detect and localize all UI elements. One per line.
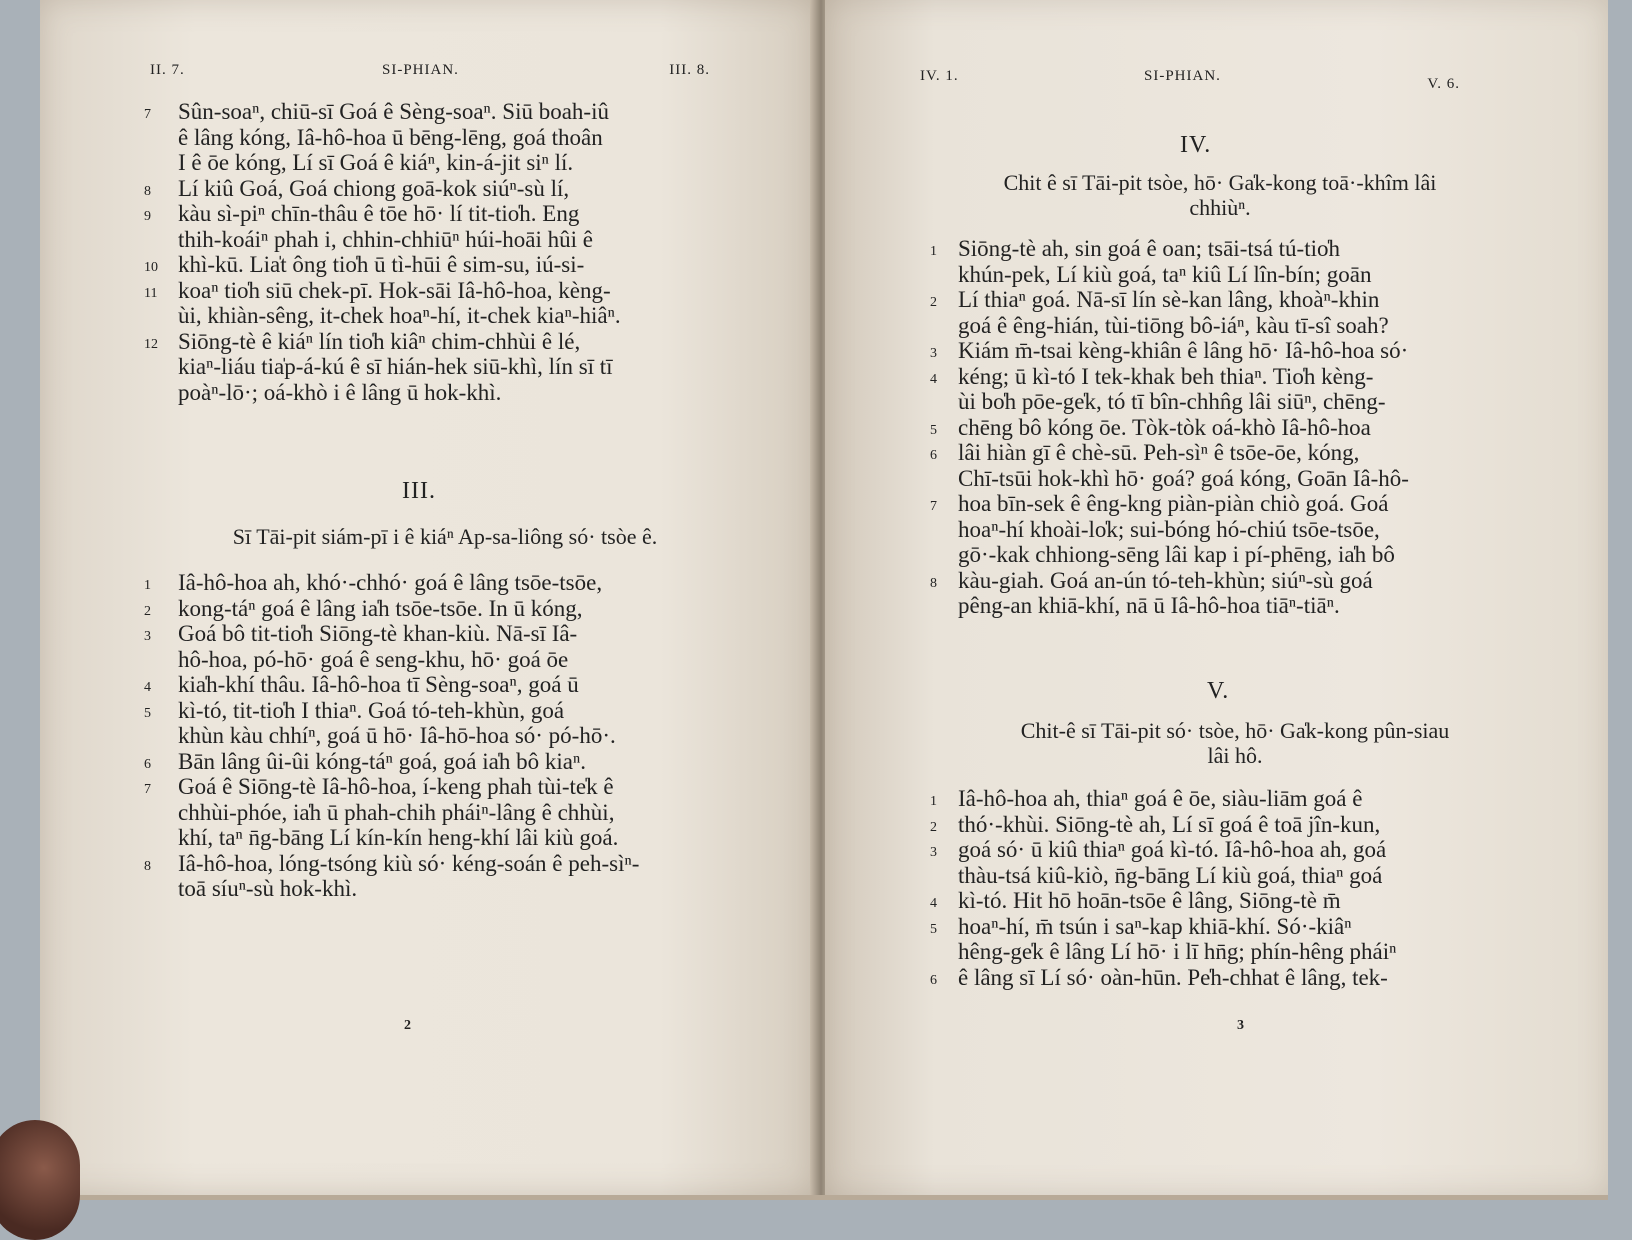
- chapter-title: IV.: [1180, 132, 1212, 158]
- verse-text: khì-kū. Lia̍t ông tio̍h ū tì-hūi ê sim-su, iú-si-: [178, 252, 585, 277]
- verse-line: [144, 774, 750, 800]
- verse-line: [144, 252, 750, 278]
- verse-number: 8: [930, 575, 937, 591]
- verse-line: [144, 328, 750, 355]
- verse-text: thih-koáiⁿ phah i, chhin-chhiūⁿ húi-hoāi hûi ê: [178, 226, 593, 252]
- verse-line: [930, 236, 1530, 262]
- verse-line: [150, 723, 750, 749]
- chapter-intro-line: Chit-ê sī Tāi-pit só· tsòe, hō· Ga̍k-kong pûn-siau: [1020, 718, 1450, 743]
- verse-text: Goá ê Siōng-tè Iâ-hô-hoa, í-keng phah tùi-te̍k ê: [178, 774, 614, 799]
- verse-number: 8: [144, 858, 151, 874]
- verse-text: hoaⁿ-hí khoài-lo̍k; sui-bóng hó-chiú tsōe-tsōe,: [958, 516, 1380, 542]
- verse-line: [930, 837, 1530, 863]
- verse-text: ê lâng kóng, Iâ-hô-hoa ū bēng-lēng, goá thoân: [178, 124, 603, 150]
- header-left: IV. 1.: [920, 68, 959, 84]
- verse-text: kàu sì-piⁿ chīn-thâu ê tōe hō· lí tit-tio̍h. Eng: [178, 201, 580, 226]
- verse-text: hêng-ge̍k ê lâng Lí hō· i lī hn̄g; phín-hêng pháiⁿ: [958, 939, 1397, 964]
- verse-number: 5: [144, 705, 151, 721]
- verse-text: kéng; ū kì-tó I tek-khak beh thiaⁿ. Tio̍h kèng-: [958, 363, 1374, 389]
- chapter-intro: Sī Tāi-pit siám-pī i ê kiáⁿ Ap-sa-liông só· tsòe ê.: [232, 524, 658, 549]
- verse-number: 4: [930, 371, 937, 387]
- verse-text: kong-táⁿ goá ê lâng ia̍h tsōe-tsōe. In ū kóng,: [178, 595, 583, 621]
- verse-text: Sûn-soaⁿ, chiū-sī Goá ê Sèng-soaⁿ. Siū boah-iû: [178, 99, 609, 124]
- verse-number: 3: [930, 346, 937, 361]
- verse-text: Lí kiû Goá, Goá chiong goā-kok siúⁿ-sù lí,: [178, 175, 570, 201]
- right-page: [825, 0, 1608, 1195]
- verse-line: [930, 812, 1530, 838]
- verse-text: Chī-tsūi hok-khì hō· goá? goá kóng, Goān Iâ-hô-: [958, 465, 1409, 491]
- chapter-intro-line: chhiùⁿ.: [1189, 195, 1251, 220]
- verse-line: [150, 876, 750, 902]
- verse-text: chhùi-phóe, ia̍h ū phah-chih pháiⁿ-lâng ê chhùi,: [178, 799, 615, 825]
- verse-line: [930, 517, 1530, 543]
- page-number: 3: [1237, 1018, 1244, 1033]
- page-number: 2: [404, 1018, 411, 1033]
- verse-block: [144, 99, 750, 405]
- verse-line: [930, 542, 1530, 568]
- verse-line: [150, 380, 750, 406]
- verse-line: [144, 570, 750, 596]
- chapter-title: V.: [1207, 678, 1230, 704]
- verse-text: Kiám m̄-tsai kèng-khiân ê lâng hō· Iâ-hô-hoa só·: [958, 338, 1409, 363]
- verse-line: [930, 466, 1530, 492]
- verse-line: [144, 850, 750, 877]
- verse-line: [930, 389, 1530, 415]
- verse-number: 7: [144, 782, 151, 797]
- verse-number: 6: [930, 448, 937, 463]
- running-header: [150, 62, 710, 86]
- verse-text: Siōng-tè ê kiáⁿ lín tio̍h kiâⁿ chim-chhùi ê lé,: [178, 328, 581, 354]
- chapter-intro: [925, 170, 1515, 220]
- chapter-intro: [925, 718, 1545, 768]
- verse-line: [144, 277, 750, 304]
- verse-line: [144, 175, 750, 202]
- verse-text: hoaⁿ-hí, m̄ tsún i saⁿ-kap khiā-khí. Só·-kiâⁿ: [958, 913, 1352, 939]
- verse-line: [144, 621, 750, 647]
- verse-text: hô-hoa, pó-hō· goá ê seng-khu, hō· goá ōe: [178, 646, 569, 672]
- verse-text: toā síuⁿ-sù hok-khì.: [178, 876, 358, 901]
- verse-number: 5: [930, 422, 937, 438]
- verse-text: goá só· ū kiû thiaⁿ goá kì-tó. Iâ-hô-hoa ah, goá: [958, 837, 1387, 862]
- verse-number: 1: [930, 244, 937, 259]
- verse-number: 3: [930, 845, 937, 860]
- verse-number: 11: [144, 285, 158, 301]
- verse-text: hoa bīn-sek ê êng-kng piàn-piàn chiò goá. Goá: [958, 491, 1389, 516]
- verse-text: poàⁿ-lō·; oá-khò i ê lâng ū hok-khì.: [178, 379, 502, 405]
- verse-text: Siōng-tè ah, sin goá ê oan; tsāi-tsá tú-tio̍h: [958, 236, 1340, 261]
- verse-line: [930, 939, 1530, 965]
- verse-text: Goá bô tit-tio̍h Siōng-tè khan-kiù. Nā-sī Iâ-: [178, 621, 578, 646]
- verse-line: [930, 491, 1530, 517]
- verse-line: [150, 227, 750, 253]
- verse-line: [150, 354, 750, 380]
- verse-line: [930, 313, 1530, 339]
- verse-line: [930, 965, 1530, 991]
- verse-text: kiaⁿ-liáu tia̍p-á-kú ê sī hián-hek siū-khì, lín sī tī: [178, 354, 613, 379]
- verse-number: 3: [144, 629, 151, 644]
- verse-number: 4: [930, 896, 937, 911]
- verse-block: [930, 236, 1530, 619]
- verse-line: [144, 672, 750, 698]
- verse-number: 12: [144, 336, 158, 352]
- verse-text: ùi bo̍h pōe-ge̍k, tó tī bîn-chhn̂g lâi siūⁿ, chēng-: [958, 389, 1386, 414]
- verse-text: thàu-tsá kiû-kiò, n̄g-bāng Lí kiù goá, thiaⁿ goá: [958, 862, 1383, 888]
- verse-line: [930, 262, 1530, 288]
- verse-text: Bān lâng ûi-ûi kóng-táⁿ goá, goá ia̍h bô kiaⁿ.: [178, 748, 586, 774]
- verse-text: I ê ōe kóng, Lí sī Goá ê kiáⁿ, kin-á-jit siⁿ lí.: [178, 150, 574, 175]
- verse-text: gō·-kak chhiong-sēng lâi kap i pí-phēng, ia̍h bô: [958, 542, 1395, 567]
- verse-line: [150, 825, 750, 851]
- verse-line: [930, 888, 1530, 914]
- verse-text: khún-pek, Lí kiù goá, taⁿ kiû Lí lîn-bín; goān: [958, 261, 1372, 287]
- verse-number: 2: [930, 295, 937, 310]
- header-title: SI-PHIAN.: [382, 62, 459, 78]
- verse-block: [930, 786, 1530, 990]
- verse-text: khùn kàu chhíⁿ, goá ū hō· Iâ-hō-hoa só· pó-hō·.: [178, 723, 616, 748]
- verse-line: [930, 338, 1530, 364]
- verse-number: 1: [930, 794, 937, 809]
- verse-number: 7: [144, 107, 151, 122]
- verse-block: [144, 570, 750, 902]
- verse-text: thó·-khùi. Siōng-tè ah, Lí sī goá ê toā jîn-kun,: [958, 811, 1381, 837]
- verse-line: [150, 647, 750, 673]
- verse-text: Iâ-hô-hoa ah, thiaⁿ goá ê ōe, siàu-liām goá ê: [958, 786, 1363, 811]
- verse-line: [930, 593, 1530, 619]
- verse-line: [150, 800, 750, 826]
- book-spread: [40, 0, 1608, 1200]
- verse-number: 10: [144, 260, 158, 275]
- verse-text: lâi hiàn gī ê chè-sū. Peh-sìⁿ ê tsōe-ōe, kóng,: [958, 440, 1360, 465]
- chapter-intro-line: lâi hô.: [1207, 743, 1263, 768]
- verse-line: [930, 786, 1530, 812]
- verse-text: goá ê êng-hián, tùi-tiōng bô-iáⁿ, kàu tī-sî soah?: [958, 312, 1389, 338]
- header-left: II. 7.: [150, 62, 185, 78]
- verse-line: [144, 697, 750, 724]
- verse-line: [930, 568, 1530, 594]
- running-header: [920, 68, 1460, 92]
- verse-text: ê lâng sī Lí só· oàn-hūn. Pe̍h-chhat ê lâng, tek-: [958, 964, 1388, 990]
- header-right: III. 8.: [669, 62, 710, 78]
- verse-text: ùi, khiàn-sêng, it-chek hoaⁿ-hí, it-chek kiaⁿ-hiâⁿ.: [178, 303, 621, 328]
- verse-number: 5: [930, 921, 937, 937]
- verse-number: 6: [930, 972, 937, 988]
- verse-text: khí, taⁿ n̄g-bāng Lí kín-kín heng-khí lâi kiù goá.: [178, 825, 619, 850]
- verse-number: 2: [930, 819, 937, 835]
- verse-line: [930, 415, 1530, 441]
- verse-line: [150, 303, 750, 329]
- chapter-intro-line: Chit ê sī Tāi-pit tsòe, hō· Ga̍k-kong toā·-khîm lâi: [1003, 170, 1437, 195]
- verse-line: [144, 748, 750, 775]
- verse-number: 1: [144, 578, 151, 593]
- verse-line: [930, 364, 1530, 390]
- verse-number: 8: [144, 183, 151, 199]
- verse-text: Iâ-hô-hoa ah, khó·-chhó· goá ê lâng tsōe-tsōe,: [178, 570, 603, 595]
- verse-text: pêng-an khiā-khí, nā ū Iâ-hô-hoa tiāⁿ-tiāⁿ.: [958, 593, 1340, 618]
- verse-text: Iâ-hô-hoa, lóng-tsóng kiù só· kéng-soán ê peh-sìⁿ-: [178, 850, 640, 876]
- verse-line: [144, 99, 750, 125]
- verse-line: [930, 440, 1530, 466]
- verse-text: kì-tó. Hit hō hoān-tsōe ê lâng, Siōng-tè m̄: [958, 888, 1341, 913]
- verse-line: [150, 150, 750, 176]
- verse-line: [144, 201, 750, 227]
- header-title: SI-PHIAN.: [1144, 68, 1221, 84]
- verse-text: chēng bô kóng ōe. Tòk-tòk oá-khò Iâ-hô-hoa: [958, 414, 1371, 440]
- verse-text: koaⁿ tio̍h siū chek-pī. Hok-sāi Iâ-hô-hoa, kèng-: [178, 277, 611, 303]
- verse-number: 6: [144, 756, 151, 772]
- verse-text: Lí thiaⁿ goá. Nā-sī lín sè-kan lâng, khoàⁿ-khin: [958, 287, 1380, 312]
- verse-number: 4: [144, 680, 151, 695]
- verse-number: 2: [144, 603, 151, 619]
- verse-line: [930, 287, 1530, 313]
- verse-text: kì-tó, tit-tio̍h I thiaⁿ. Goá tó-teh-khùn, goá: [178, 697, 565, 723]
- verse-text: kàu-giah. Goá an-ún tó-teh-khùn; siúⁿ-sù goá: [958, 567, 1373, 593]
- header-right: V. 6.: [1427, 76, 1460, 92]
- verse-line: [930, 914, 1530, 940]
- left-page: [40, 0, 815, 1195]
- verse-text: kia̍h-khí thâu. Iâ-hô-hoa tī Sèng-soaⁿ, goá ū: [178, 672, 579, 697]
- verse-number: 9: [144, 209, 151, 224]
- verse-number: 7: [930, 499, 937, 514]
- verse-line: [150, 125, 750, 151]
- thumb-photo-edge: [0, 1120, 80, 1240]
- verse-line: [144, 595, 750, 622]
- verse-line: [930, 863, 1530, 889]
- chapter-title: III.: [402, 478, 436, 504]
